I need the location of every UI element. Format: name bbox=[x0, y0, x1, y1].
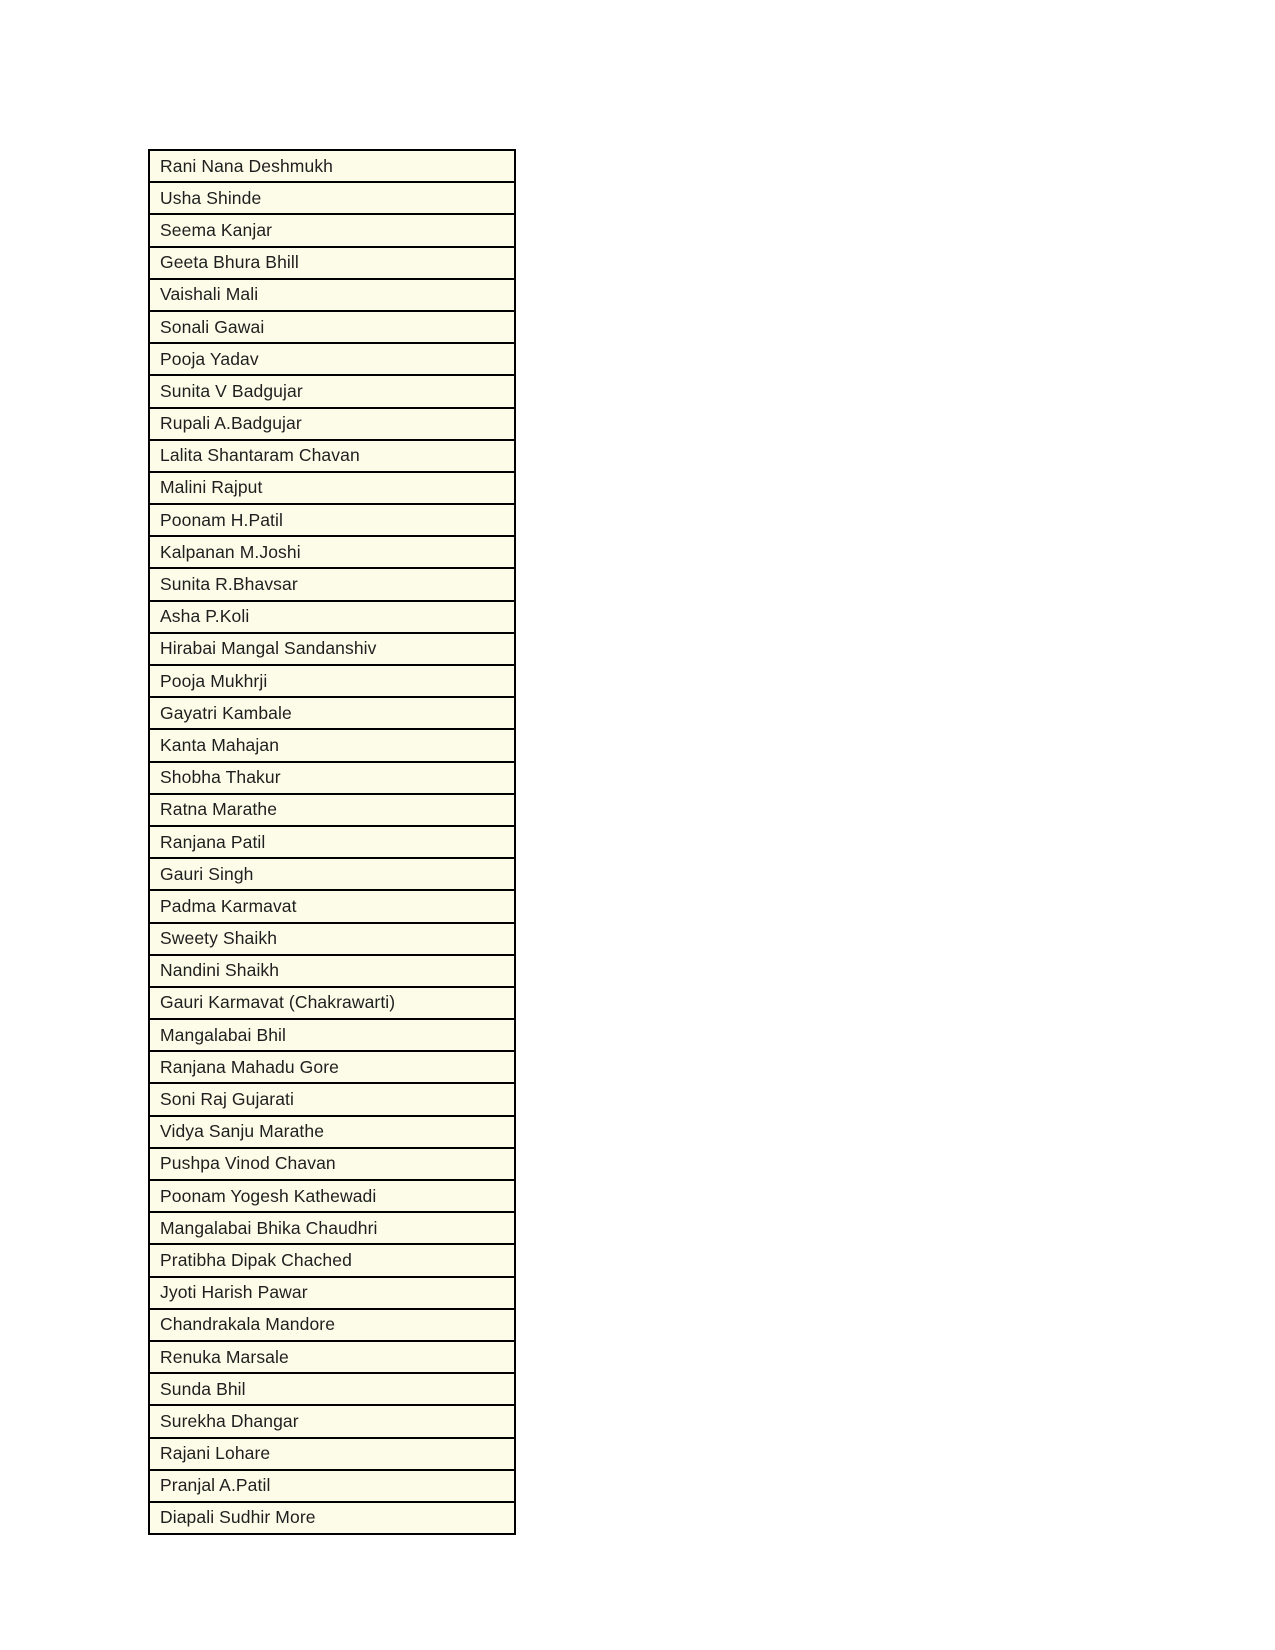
table-row bbox=[149, 247, 515, 279]
table-row bbox=[149, 826, 515, 858]
person-name-cell: Shobha Thakur bbox=[149, 762, 515, 794]
person-name-cell: Gayatri Kambale bbox=[149, 697, 515, 729]
names-table-body bbox=[149, 150, 515, 1534]
person-name-cell: Rani Nana Deshmukh bbox=[149, 150, 515, 182]
person-name-cell: Renuka Marsale bbox=[149, 1341, 515, 1373]
person-name-cell: Gauri Karmavat (Chakrawarti) bbox=[149, 987, 515, 1019]
table-row bbox=[149, 1341, 515, 1373]
person-name-cell: Soni Raj Gujarati bbox=[149, 1083, 515, 1115]
table-row bbox=[149, 1470, 515, 1502]
table-row bbox=[149, 1277, 515, 1309]
table-row bbox=[149, 1019, 515, 1051]
table-row bbox=[149, 890, 515, 922]
table-row bbox=[149, 1502, 515, 1534]
table-row bbox=[149, 472, 515, 504]
table-row bbox=[149, 729, 515, 761]
table-row bbox=[149, 697, 515, 729]
person-name-cell: Ratna Marathe bbox=[149, 794, 515, 826]
table-row bbox=[149, 794, 515, 826]
person-name-cell: Poonam Yogesh Kathewadi bbox=[149, 1180, 515, 1212]
person-name-cell: Kanta Mahajan bbox=[149, 729, 515, 761]
table-row bbox=[149, 408, 515, 440]
table-row bbox=[149, 311, 515, 343]
person-name-cell: Malini Rajput bbox=[149, 472, 515, 504]
person-name-cell: Nandini Shaikh bbox=[149, 955, 515, 987]
table-row bbox=[149, 568, 515, 600]
table-row bbox=[149, 1309, 515, 1341]
person-name-cell: Pooja Yadav bbox=[149, 343, 515, 375]
person-name-cell: Ranjana Patil bbox=[149, 826, 515, 858]
table-row bbox=[149, 1083, 515, 1115]
table-row bbox=[149, 858, 515, 890]
person-name-cell: Vidya Sanju Marathe bbox=[149, 1116, 515, 1148]
table-row bbox=[149, 279, 515, 311]
person-name-cell: Sunita V Badgujar bbox=[149, 375, 515, 407]
person-name-cell: Gauri Singh bbox=[149, 858, 515, 890]
table-row bbox=[149, 762, 515, 794]
person-name-cell: Geeta Bhura Bhill bbox=[149, 247, 515, 279]
person-name-cell: Kalpanan M.Joshi bbox=[149, 536, 515, 568]
person-name-cell: Pushpa Vinod Chavan bbox=[149, 1148, 515, 1180]
person-name-cell: Sunda Bhil bbox=[149, 1373, 515, 1405]
person-name-cell: Diapali Sudhir More bbox=[149, 1502, 515, 1534]
person-name-cell: Sonali Gawai bbox=[149, 311, 515, 343]
person-name-cell: Padma Karmavat bbox=[149, 890, 515, 922]
person-name-cell: Sunita R.Bhavsar bbox=[149, 568, 515, 600]
names-table bbox=[148, 149, 516, 1535]
table-row bbox=[149, 182, 515, 214]
person-name-cell: Lalita Shantaram Chavan bbox=[149, 440, 515, 472]
table-row bbox=[149, 1051, 515, 1083]
person-name-cell: Pranjal A.Patil bbox=[149, 1470, 515, 1502]
table-row bbox=[149, 955, 515, 987]
person-name-cell: Usha Shinde bbox=[149, 182, 515, 214]
table-row bbox=[149, 1116, 515, 1148]
table-row bbox=[149, 1373, 515, 1405]
person-name-cell: Ranjana Mahadu Gore bbox=[149, 1051, 515, 1083]
table-row bbox=[149, 1180, 515, 1212]
table-row bbox=[149, 1148, 515, 1180]
person-name-cell: Vaishali Mali bbox=[149, 279, 515, 311]
person-name-cell: Chandrakala Mandore bbox=[149, 1309, 515, 1341]
table-row bbox=[149, 150, 515, 182]
table-row bbox=[149, 214, 515, 246]
person-name-cell: Poonam H.Patil bbox=[149, 504, 515, 536]
table-row bbox=[149, 601, 515, 633]
person-name-cell: Surekha Dhangar bbox=[149, 1405, 515, 1437]
person-name-cell: Seema Kanjar bbox=[149, 214, 515, 246]
table-row bbox=[149, 375, 515, 407]
table-row bbox=[149, 633, 515, 665]
table-row bbox=[149, 987, 515, 1019]
table-row bbox=[149, 1244, 515, 1276]
table-row bbox=[149, 504, 515, 536]
table-row bbox=[149, 343, 515, 375]
table-row bbox=[149, 923, 515, 955]
table-row bbox=[149, 1405, 515, 1437]
person-name-cell: Rupali A.Badgujar bbox=[149, 408, 515, 440]
table-row bbox=[149, 440, 515, 472]
person-name-cell: Mangalabai Bhika Chaudhri bbox=[149, 1212, 515, 1244]
table-row bbox=[149, 536, 515, 568]
person-name-cell: Hirabai Mangal Sandanshiv bbox=[149, 633, 515, 665]
table-row bbox=[149, 1212, 515, 1244]
person-name-cell: Sweety Shaikh bbox=[149, 923, 515, 955]
table-row bbox=[149, 1438, 515, 1470]
person-name-cell: Pratibha Dipak Chached bbox=[149, 1244, 515, 1276]
person-name-cell: Asha P.Koli bbox=[149, 601, 515, 633]
person-name-cell: Mangalabai Bhil bbox=[149, 1019, 515, 1051]
person-name-cell: Rajani Lohare bbox=[149, 1438, 515, 1470]
table-row bbox=[149, 665, 515, 697]
person-name-cell: Jyoti Harish Pawar bbox=[149, 1277, 515, 1309]
person-name-cell: Pooja Mukhrji bbox=[149, 665, 515, 697]
